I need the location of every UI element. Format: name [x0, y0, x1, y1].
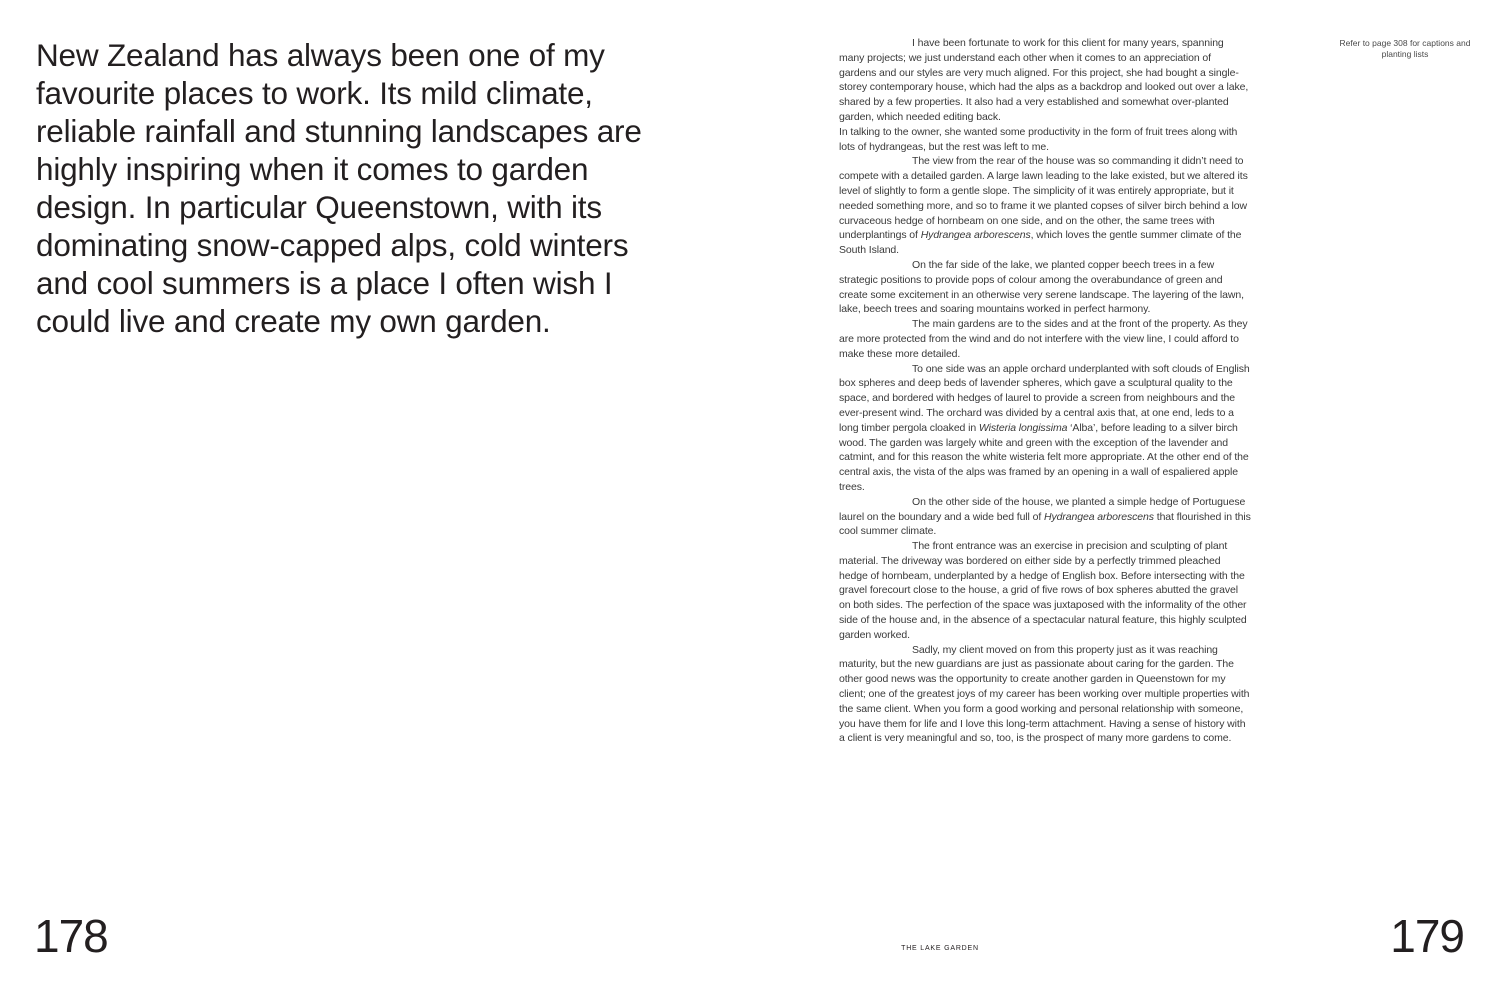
plant-name: Hydrangea arborescens: [1043, 510, 1154, 523]
plant-name: Wisteria longissima: [978, 421, 1068, 434]
body-paragraph: [839, 495, 1251, 539]
body-paragraph: [839, 362, 1251, 495]
body-sentence: The view from the rear of the house was so commanding it didn’t need to compete with a detailed garden. A large lawn leading to the lake existed, but we altered its level of slightly to form a gentle slope. The simplicity of it was entirely appropriate, but it needed something more, and so to frame it we planted copses of silver birch behind a low curvaceous hedge of hornbeam on one side, and on the other, the same trees with underplantings of: [839, 155, 1248, 242]
plant-name: Hydrangea arborescens: [920, 229, 1031, 242]
body-paragraph: [839, 539, 1251, 643]
caption-reference: [1305, 38, 1500, 59]
body-sentence: The front entrance was an exercise in precision and sculpting of plant material. The driveway was bordered on either side by a perfectly trimmed pleached hedge of hornbeam, underplanted by a hedge of English box. Before intersecting with the gravel forecourt close to the house, a grid of five rows of box spheres abutted the gravel on both sides. The perfection of the space was juxtaposed with the informality of the other side of the house and, in the absence of a spectacular natural feature, this highly sculpted garden worked.: [839, 540, 1247, 641]
body-paragraph: [839, 36, 1251, 125]
body-paragraph: [839, 643, 1251, 747]
body-paragraph: [839, 154, 1251, 258]
body-sentence: ‘Alba’, before leading to a silver birch wood. The garden was largely white and green with the exception of the lavender and catmint, and for this reason the white wisteria felt more appropriate. At the other end of the central axis, the vista of the alps was framed by an opening in a wall of espaliered apple trees.: [839, 421, 1249, 493]
body-sentence: , which loves the gentle summer climate of the South Island.: [839, 229, 1242, 257]
body-sentence: In talking to the owner, she wanted some productivity in the form of fruit trees along with lots of hydrangeas, but the rest was left to me.: [839, 125, 1238, 153]
caption-reference-line: Refer to page 308 for captions and: [1339, 38, 1471, 48]
body-sentence: I have been fortunate to work for this client for many years, spanning many projects; we just understand each other when it comes to an appreciation of gardens and our styles are very much aligned. For this project, she had bought a single-storey contemporary house, which had the alps as a backdrop and looked out over a lake, shared by a few properties. It also had a very established and somewhat over-planted garden, which needed editing back.: [839, 37, 1249, 123]
page-number-left: 178: [34, 910, 108, 962]
body-sentence: To one side was an apple orchard underplanted with soft clouds of English box spheres and deep beds of lavender spheres, which gave a sculptural quality to the space, and bordered with hedges of laurel to provide a screen from neighbours and the ever-present wind. The orchard was divided by a central axis that, at one end, leds to a long timber pergola cloaked in: [839, 362, 1250, 434]
body-sentence: Sadly, my client moved on from this property just as it was reaching maturity, but the new guardians are just as passionate about caring for the garden. The other good news was the opportunity to create another garden in Queenstown for my client; one of the greatest joys of my career has been working over multiple properties with the same client. When you form a good working and personal relationship with someone, you have them for life and I love this long-term attachment. Having a sense of history with a client is very meaningful and so, too, is the prospect of many more gardens to come.: [839, 643, 1250, 745]
page-number-right: 179: [1390, 910, 1464, 962]
body-sentence: On the far side of the lake, we planted copper beech trees in a few strategic positions to provide pops of colour among the overabundance of green and create some excitement in an otherwise very serene landscape. The layering of the lawn, lake, beech trees and soaring mountains worked in perfect harmony.: [839, 258, 1244, 316]
intro-paragraph: New Zealand has always been one of my favourite places to work. Its mild climate, reliable rainfall and stunning landscapes are highly inspiring when it comes to garden design. In particular Queenstown, with its dominating snow-capped alps, cold winters and cool summers is a place I often wish I could live and create my own garden.: [36, 37, 642, 339]
body-paragraph: [839, 258, 1251, 317]
body-paragraph: [839, 125, 1251, 155]
body-sentence: that flourished in this cool summer climate.: [839, 510, 1251, 538]
body-paragraph: [839, 317, 1251, 361]
body-sentence: On the other side of the house, we planted a simple hedge of Portuguese laurel on the boundary and a wide bed full of: [839, 495, 1246, 523]
body-sentence: The main gardens are to the sides and at the front of the property. As they are more protected from the wind and do not interfere with the view line, I could afford to make these more detailed.: [839, 318, 1248, 360]
caption-reference-line: planting lists: [1381, 48, 1429, 59]
body-text-column: [839, 36, 1251, 746]
running-title: THE LAKE GARDEN: [901, 945, 979, 952]
